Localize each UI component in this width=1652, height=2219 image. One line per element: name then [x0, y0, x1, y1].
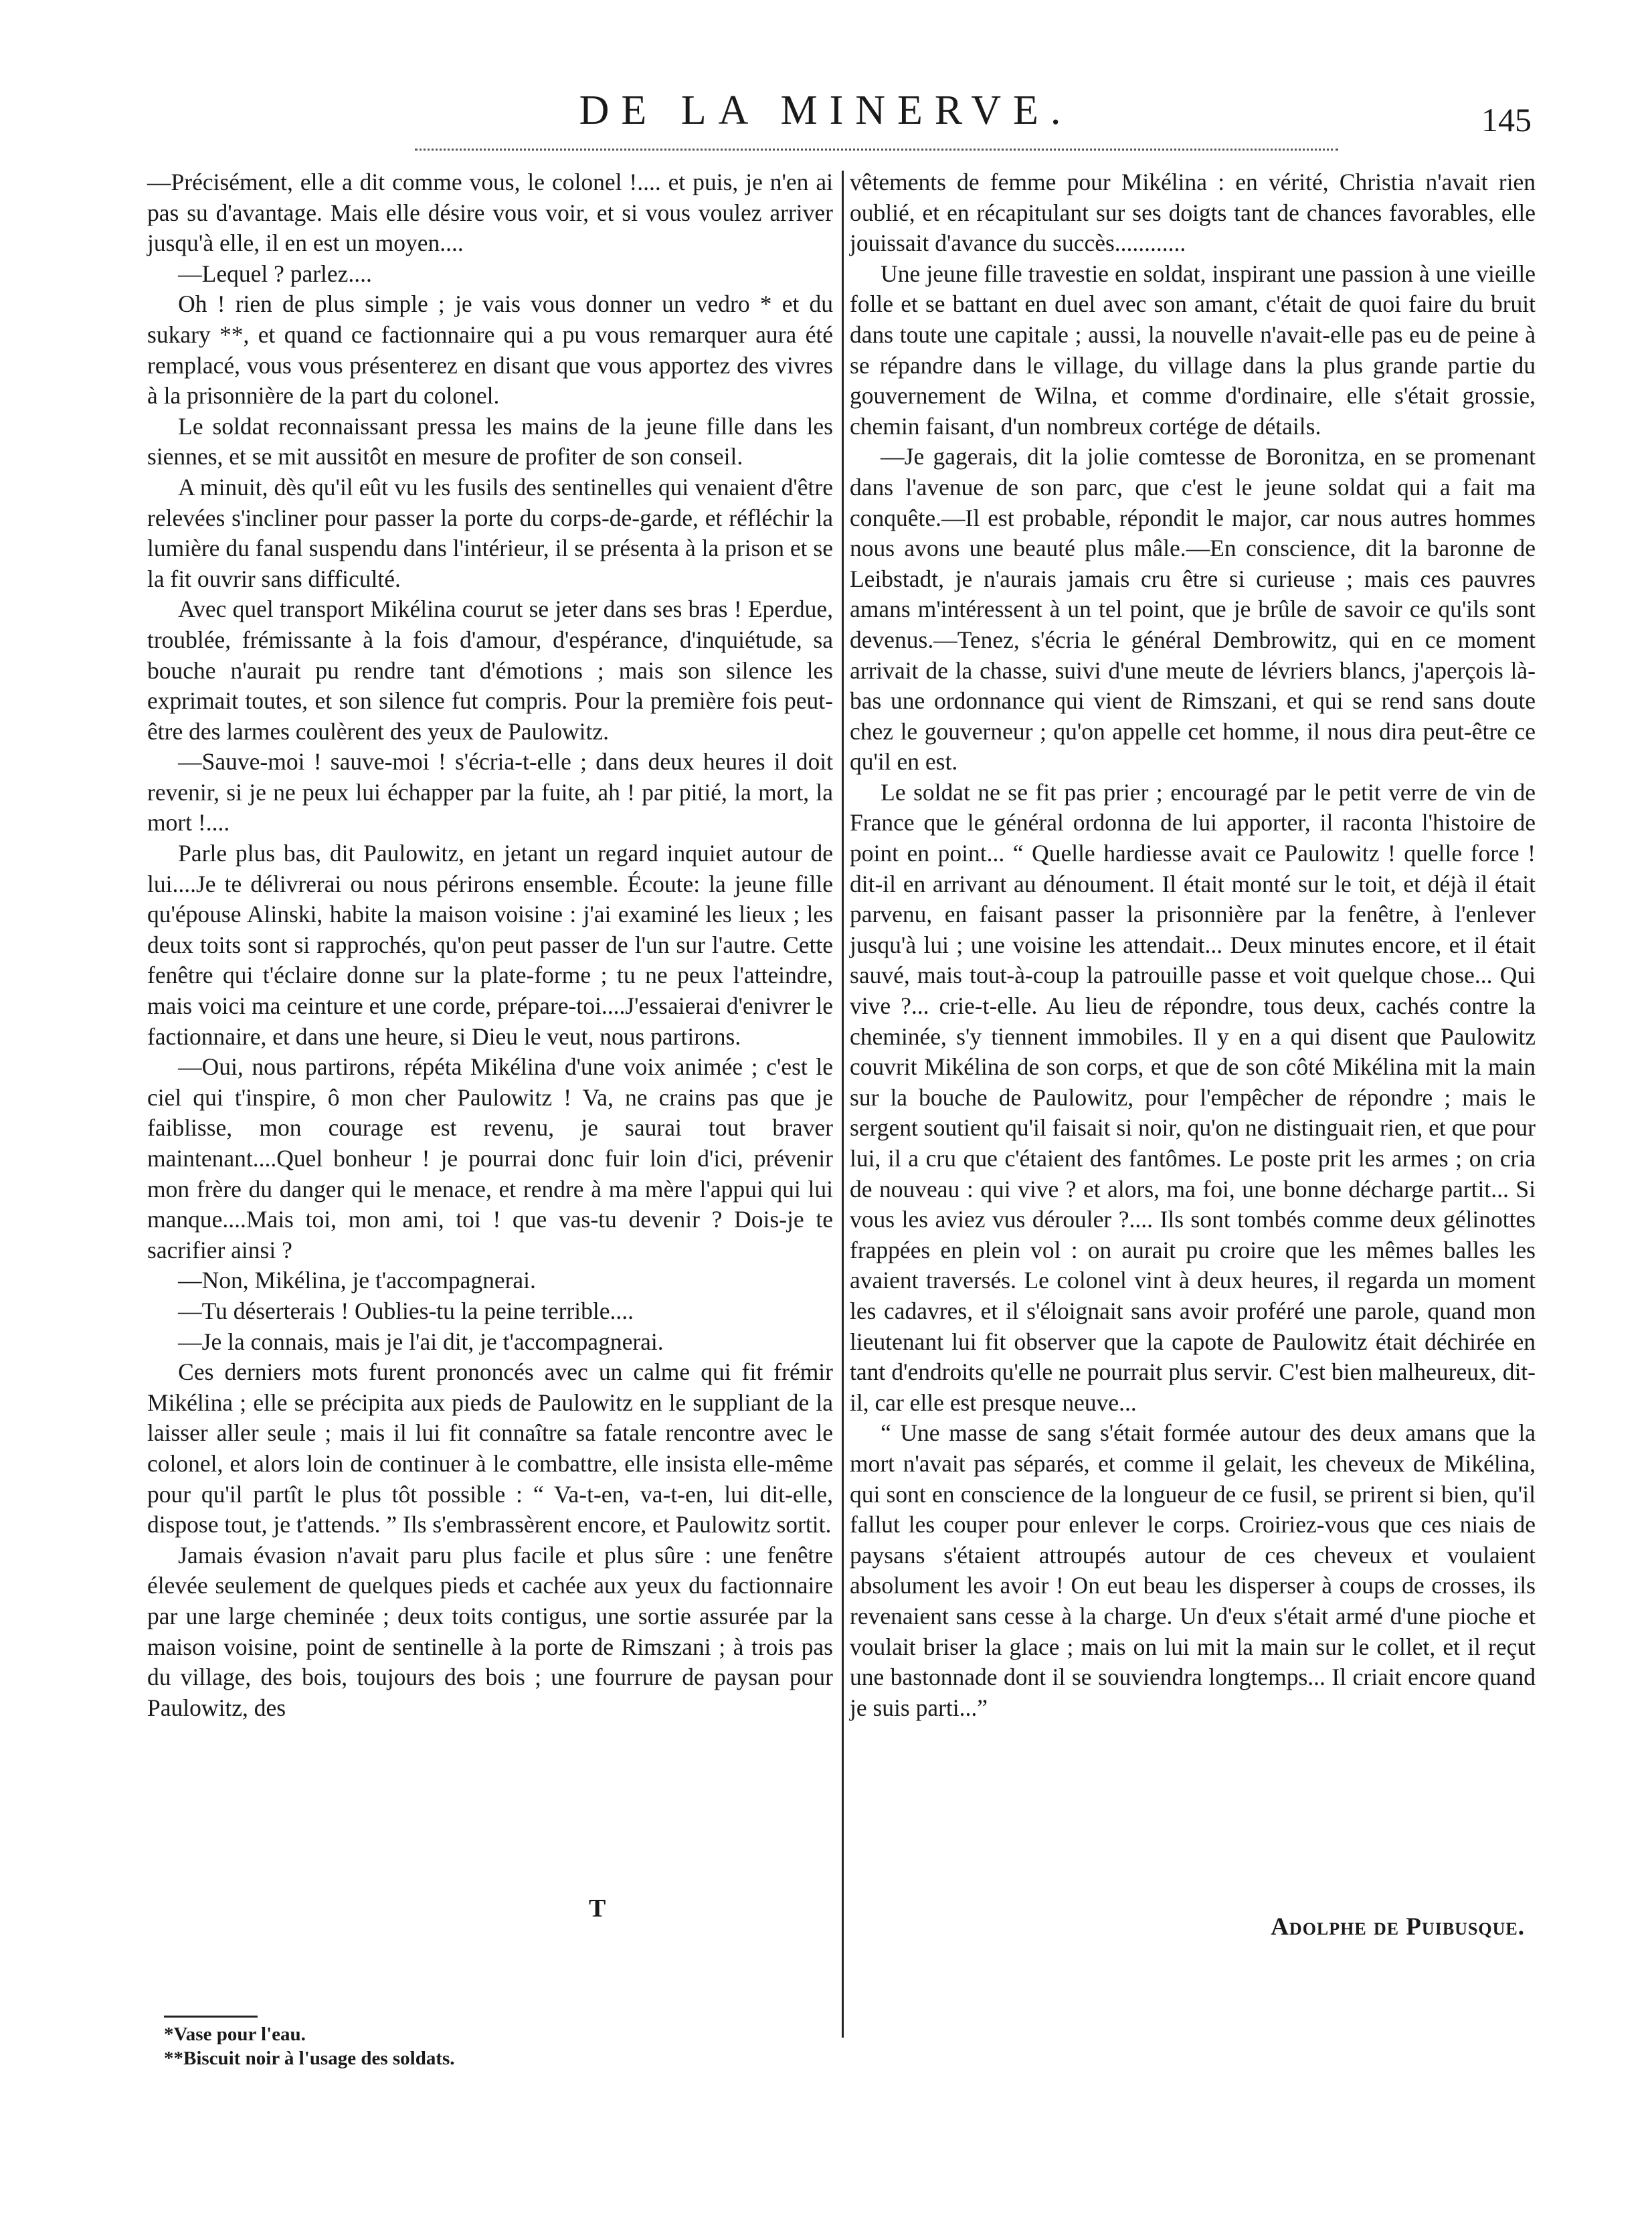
paragraph: Avec quel transport Mikélina courut se jeter dans ses bras ! Eperdue, troublée, frémissante à la fois d'amour, d'espérance, d'inquiétude, sa bouche n'aurait pu rendre tant d'émotions ; mais son silence les exprimait toutes, et son silence fut compris. Pour la première fois peut-être des larmes coulèrent des yeux de Paulowitz.	[147, 596, 833, 745]
paragraph: Le soldat reconnaissant pressa les mains de la jeune fille dans les siennes, et se mit aussitôt en mesure de profiter de son conseil.	[147, 412, 833, 470]
paragraph: —Sauve-moi ! sauve-moi ! s'écria-t-elle ; dans deux heures il doit revenir, si je ne peux lui échapper par la fuite, ah ! par pitié, la mort, la mort !....	[147, 748, 833, 836]
paragraph: vêtements de femme pour Mikélina : en vérité, Christia n'avait rien oublié, et en récapitulant sur ses doigts tant de chances favorables, elle jouissait d'avance du succès............	[850, 169, 1536, 257]
footnote: *Vase pour l'eau.	[164, 2024, 306, 2045]
paragraph: —Précisément, elle a dit comme vous, le colonel !.... et puis, je n'en ai pas su d'avantage. Mais elle désire vous voir, et si vous voulez arriver jusqu'à elle, il en est un moyen....	[147, 169, 833, 257]
left-column	[147, 167, 833, 1723]
paragraph: Une jeune fille travestie en soldat, inspirant une passion à une vieille folle et se battant en duel avec son amant, c'était de quoi faire du bruit dans toute une capitale ; aussi, la nouvelle n'avait-elle pas eu de peine à se répandre dans le village, du village dans la plus grande partie du gouvernement de Wilna, et comme d'ordinaire, elle s'était grossie, chemin faisant, d'un nombreux cortége de détails.	[850, 260, 1536, 440]
paragraph: —Lequel ? parlez....	[178, 260, 372, 287]
paragraph: “ Une masse de sang s'était formée autour des deux amans que la mort n'avait pas séparés, et comme il gelait, les cheveux de Mikélina, qui sont en conscience de la longueur de ce fusil, se prirent si bien, qu'il fallut les couper pour enlever le corps. Croiriez-vous que ces niais de paysans s'étaient attroupés autour de ces cheveux et voulaient absolument les avoir ! On eut beau les disperser à coups de crosses, ils revenaient sans cesse à la charge. Un d'eux s'était armé d'une pioche et voulait briser la glace ; mais on lui mit la main sur le collet, et il reçut une bastonnade dont il se souviendra longtemps... Il criait encore quand je suis parti...”	[850, 1419, 1536, 1721]
paragraph: —Je gagerais, dit la jolie comtesse de Boronitza, en se promenant dans l'avenue de son parc, que c'est le jeune soldat qui a fait ma conquête.—Il est probable, répondit le major, car nous autres hommes nous avons une beauté plus mâle.—En conscience, dit la baronne de Leibstadt, je n'aurais jamais cru être si curieuse ; mais ces pauvres amans m'intéressent à un tel point, que je brûle de savoir ce qu'ils sont devenus.—Tenez, s'écria le général Dembrowitz, qui en ce moment arrivait de la chasse, suivi d'une meute de lévriers blancs, j'aperçois là-bas une ordonnance qui vient de Rimszani, et qui se rend sans doute chez le gouverneur ; qu'on appelle cet homme, il nous dira peut-être ce qu'il en est.	[850, 443, 1536, 776]
page-number: 145	[1481, 101, 1532, 139]
footnote: **Biscuit noir à l'usage des soldats.	[164, 2048, 455, 2069]
paragraph: Oh ! rien de plus simple ; je vais vous donner un vedro * et du sukary **, et quand ce factionnaire qui a pu vous remarquer aura été remplacé, vous vous présenterez en disant que vous apportez des vivres à la prisonnière de la part du colonel.	[147, 290, 833, 410]
paragraph: —Je la connais, mais je l'ai dit, je t'accompagnerai.	[178, 1328, 664, 1355]
footnotes	[164, 2022, 455, 2070]
header-dotted-rule	[415, 149, 1338, 151]
column-divider	[842, 171, 844, 2038]
paragraph: Parle plus bas, dit Paulowitz, en jetant un regard inquiet autour de lui....Je te délivrerai ou nous périrons ensemble. Écoute: la jeune fille qu'épouse Alinski, habite la maison voisine : j'ai examiné les lieux ; les deux toits sont si rapprochés, qu'on peut passer de l'un sur l'autre. Cette fenêtre qui t'éclaire donne sur la plate-forme ; tu ne peux l'atteindre, mais voici ma ceinture et une corde, prépare-toi....J'essaierai d'enivrer le factionnaire, et dans une heure, si Dieu le veut, nous partirons.	[147, 840, 833, 1050]
running-head: DE LA MINERVE.	[579, 88, 1073, 133]
right-column	[850, 167, 1536, 1723]
paragraph: —Oui, nous partirons, répéta Mikélina d'une voix animée ; c'est le ciel qui t'inspire, ô mon cher Paulowitz ! Va, ne crains pas que je faiblisse, mon courage est revenu, je saurai tout braver maintenant....Quel bonheur ! je pourrai donc fuir loin d'ici, prévenir mon frère du danger qui le menace, et rendre à ma mère l'appui qui lui manque....Mais toi, mon ami, toi ! que vas-tu devenir ? Dois-je te sacrifier ainsi ?	[147, 1053, 833, 1263]
paragraph: —Tu déserterais ! Oublies-tu la peine terrible....	[178, 1297, 634, 1324]
paragraph: A minuit, dès qu'il eût vu les fusils des sentinelles qui venaient d'être relevées s'incliner pour passer la porte du corps-de-garde, et réfléchir la lumière du fanal suspendu dans l'intérieur, il se présenta à la prison et se la fit ouvrir sans difficulté.	[147, 473, 833, 592]
author-signature: Adolphe de Puibusque.	[1271, 1913, 1525, 1941]
paragraph: Jamais évasion n'avait paru plus facile et plus sûre : une fenêtre élevée seulement de quelques pieds et cachée aux yeux du factionnaire par une large cheminée ; deux toits contigus, une sortie assurée par la maison voisine, point de sentinelle à la porte de Rimszani ; à trois pas du village, des bois, toujours des bois ; une fourrure de paysan pour Paulowitz, des	[147, 1541, 833, 1721]
paragraph: Ces derniers mots furent prononcés avec un calme qui fit frémir Mikélina ; elle se précipita aux pieds de Paulowitz en le suppliant de la laisser aller seule ; mais il lui fit connaître sa fatale rencontre avec le colonel, et alors loin de continuer à le combattre, elle insista elle-même pour qu'il partît le plus tôt possible : “ Va-t-en, va-t-en, lui dit-elle, dispose tout, je t'attends. ” Ils s'embrassèrent encore, et Paulowitz sortit.	[147, 1358, 833, 1538]
signature-mark: T	[589, 1894, 606, 1923]
paragraph: —Non, Mikélina, je t'accompagnerai.	[178, 1267, 536, 1294]
footnote-rule	[164, 2016, 258, 2018]
paragraph: Le soldat ne se fit pas prier ; encouragé par le petit verre de vin de France que le général ordonna de lui apporter, il raconta l'histoire de point en point... “ Quelle hardiesse avait ce Paulowitz ! quelle force ! dit-il en arrivant au dénoument. Il était monté sur le toit, et déjà il était parvenu, en faisant passer la prisonnière par la fenêtre, à l'enlever jusqu'à lui ; une voisine les attendait... Deux minutes encore, et il était sauvé, mais tout-à-coup la patrouille passe et voit quelque chose... Qui vive ?... crie-t-elle. Au lieu de répondre, tous deux, cachés contre la cheminée, s'y tiennent immobiles. Il y en a qui disent que Paulowitz couvrit Mikélina de son corps, et que de son côté Mikélina mit la main sur la bouche de Paulowitz, pour l'empêcher de répondre ; mais le sergent soutient qu'il faisait si noir, qu'on ne distinguait rien, et que pour lui, il a cru que c'étaient des fantômes. Le poste prit les armes ; on cria de nouveau : qui vive ? et alors, ma foi, une bonne décharge partit... Si vous les aviez vus dérouler ?.... Ils sont tombés comme deux gélinottes frappées en plein vol : on aurait pu croire que les mêmes balles les avaient traversés. Le colonel vint à deux heures, il regarda un moment les cadavres, et il s'éloignait sans avoir proféré une parole, quand mon lieutenant lui fit observer que la capote de Paulowitz était déchirée en tant d'endroits qu'elle ne pourrait plus servir. C'est bien malheureux, dit-il, car elle est presque neuve...	[850, 778, 1536, 1416]
